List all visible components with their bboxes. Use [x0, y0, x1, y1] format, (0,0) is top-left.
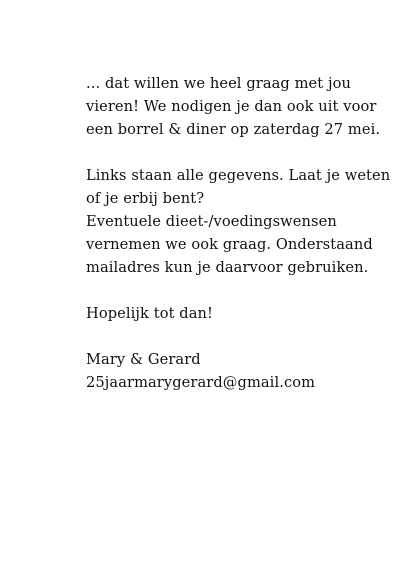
- invitation-text: [86, 72, 391, 417]
- text-line: Eventuele dieet-/voedingswensen: [86, 213, 337, 230]
- text-line: mailadres kun je daarvoor gebruiken.: [86, 259, 369, 276]
- intro-paragraph: [86, 72, 386, 141]
- text-line: een borrel & diner op zaterdag 27 mei.: [86, 121, 381, 138]
- text-line: of je erbij bent?: [86, 190, 205, 207]
- email-address: 25jaarmarygerard@gmail.com: [86, 374, 316, 391]
- signature-names: Mary & Gerard: [86, 351, 201, 368]
- text-line: ... dat willen we heel graag met jou: [86, 75, 352, 92]
- closing-paragraph: [86, 302, 386, 325]
- signature-block: [86, 348, 386, 394]
- text-line: Hopelijk tot dan!: [86, 305, 213, 322]
- text-line: vieren! We nodigen je dan ook uit voor: [86, 98, 377, 115]
- text-line: Links staan alle gegevens. Laat je weten: [86, 167, 391, 184]
- text-line: vernemen we ook graag. Onderstaand: [86, 236, 373, 253]
- details-paragraph: [86, 164, 391, 279]
